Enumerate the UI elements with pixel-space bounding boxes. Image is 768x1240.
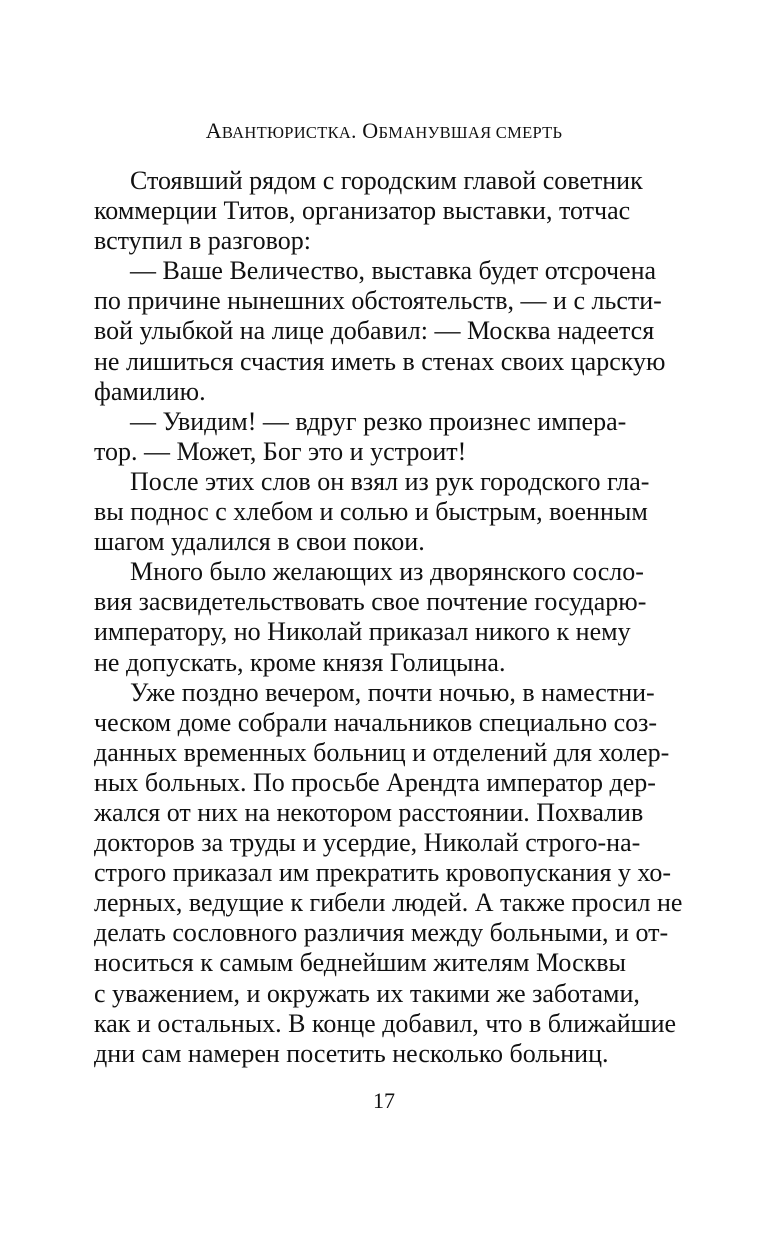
running-head-initial: А bbox=[205, 118, 222, 143]
text-line: вы поднос с хлебом и солью и быстрым, военным bbox=[94, 497, 648, 527]
text-line: делать сословного различия между больными, и от- bbox=[94, 918, 669, 948]
text-line: как и остальных. В конце добавил, что в ближайшие bbox=[94, 1008, 677, 1038]
body-text bbox=[94, 166, 683, 1069]
text-line: вой улыбкой на лице добавил: — Москва надеется bbox=[94, 316, 655, 346]
text-line: Уже поздно вечером, почти ночью, в наместни- bbox=[130, 677, 655, 707]
text-line: не лишиться счастия иметь в стенах своих царскую bbox=[94, 346, 666, 376]
text-line: Много было желающих из дворянского сосло- bbox=[130, 557, 644, 587]
text-line: коммерции Титов, организатор выставки, тотчас bbox=[94, 196, 631, 226]
text-line: шагом удалился в свои покои. bbox=[94, 527, 425, 557]
text-line: — Ваше Величество, выставка будет отсрочена bbox=[130, 256, 657, 286]
text-line: с уважением, и окружать их такими же заботами, bbox=[94, 978, 640, 1008]
text-line: — Увидим! — вдруг резко произнес импера- bbox=[130, 406, 627, 436]
text-line: носиться к самым беднейшим жителям Москвы bbox=[94, 948, 626, 978]
text-line: не допускать, кроме князя Голицына. bbox=[94, 647, 506, 677]
text-line: ческом доме собрали начальников специально соз- bbox=[94, 707, 658, 737]
text-line: лерных, ведущие к гибели людей. А также просил не bbox=[94, 888, 683, 918]
text-line: ных больных. По просьбе Арендта император дер- bbox=[94, 767, 656, 797]
text-line: докторов за труды и усердие, Николай строго-на- bbox=[94, 828, 641, 858]
text-line: вступил в разговор: bbox=[94, 226, 311, 256]
running-head-text: ВАНТЮРИСТКА bbox=[221, 123, 352, 142]
text-line: фамилию. bbox=[94, 376, 206, 406]
text-line: жался от них на некотором расстоянии. Похвалив bbox=[94, 797, 644, 827]
text-line: Стоявший рядом с городским главой советник bbox=[130, 166, 643, 195]
text-line: императору, но Николай приказал никого к нему bbox=[94, 617, 631, 647]
running-head-initial: О bbox=[362, 118, 379, 143]
page-number: 17 bbox=[373, 1088, 395, 1113]
text-line: по причине нынешних обстоятельств, — и с льсти- bbox=[94, 286, 662, 316]
running-head bbox=[0, 118, 768, 144]
text-line: тор. — Может, Бог это и устроит! bbox=[94, 436, 467, 466]
text-line: данных временных больниц и отделений для холер- bbox=[94, 737, 670, 767]
text-line: строго приказал им прекратить кровопускания у хо- bbox=[94, 858, 672, 888]
running-head-text: БМАНУВШАЯ СМЕРТЬ bbox=[378, 123, 563, 142]
text-line: дни сам намерен посетить несколько больниц. bbox=[94, 1038, 609, 1068]
text-line: вия засвидетельствовать свое почтение государю- bbox=[94, 587, 647, 617]
running-head-separator: . bbox=[351, 119, 363, 143]
text-line: После этих слов он взял из рук городского гла- bbox=[130, 466, 650, 496]
